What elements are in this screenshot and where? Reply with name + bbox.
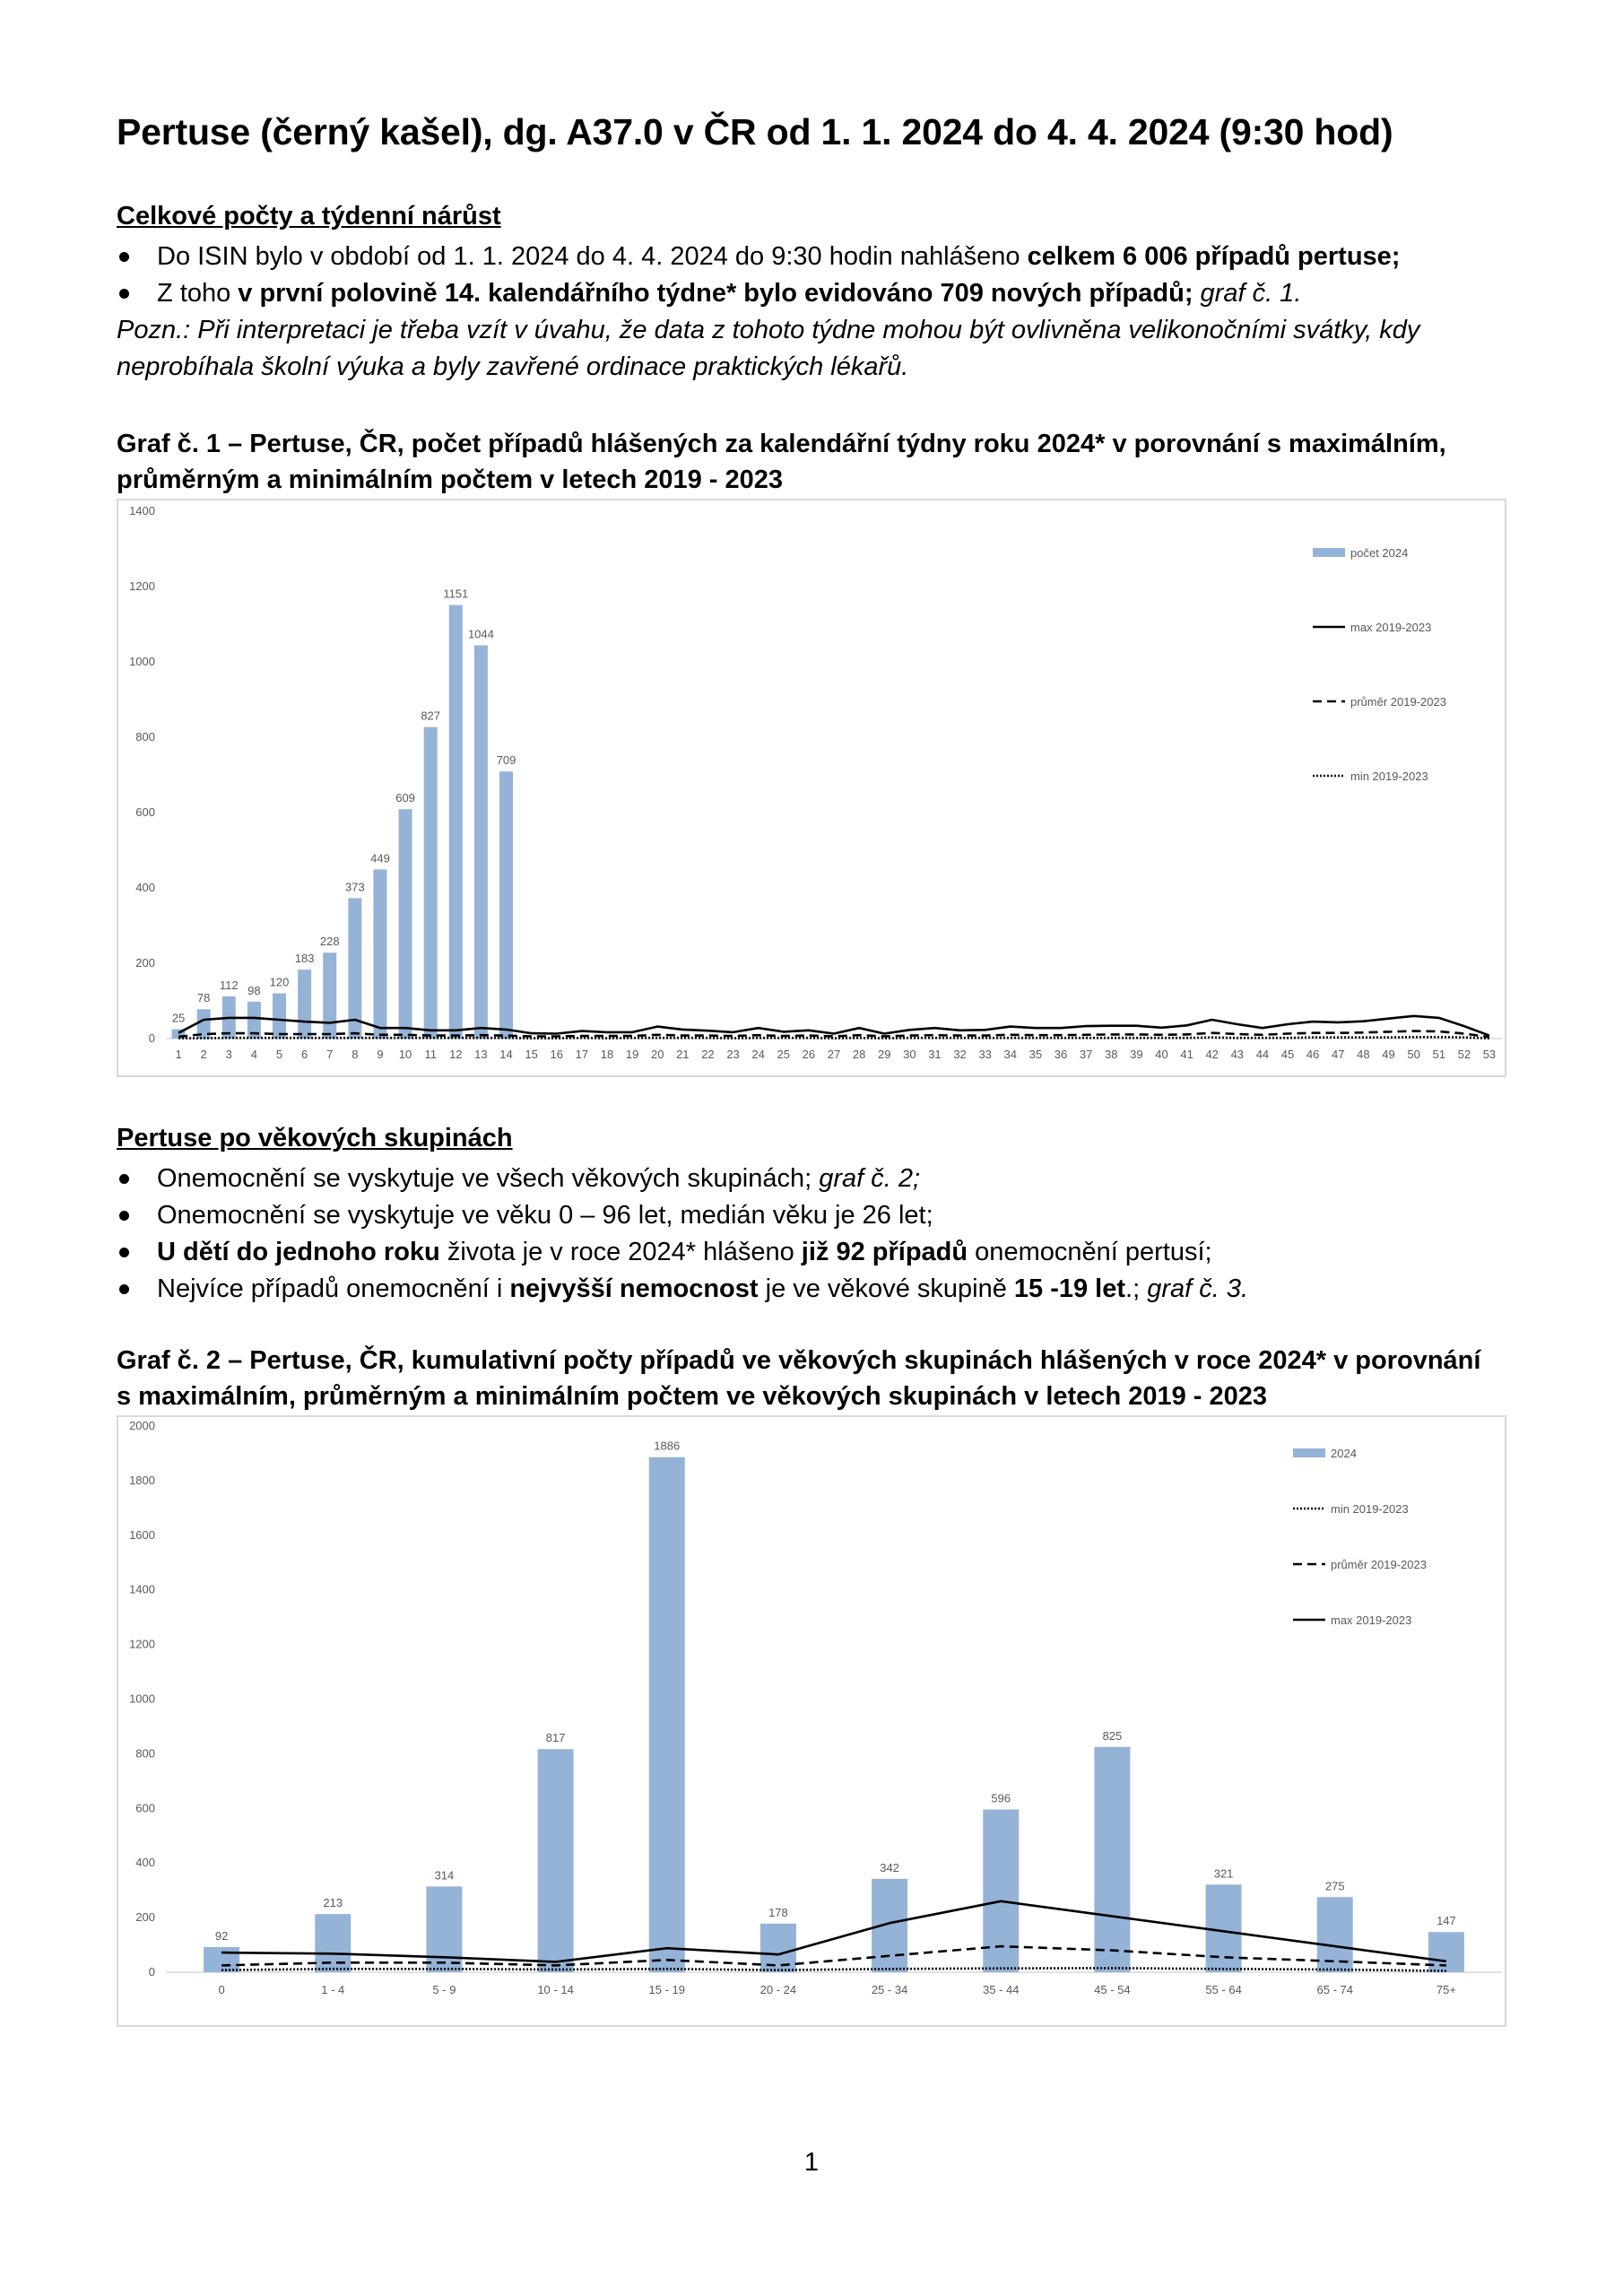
graph2-data-label: 321 (1213, 1866, 1234, 1881)
graph1-x-tick-label: 13 (474, 1048, 488, 1061)
graph2-line-series-2 (221, 1901, 1446, 1962)
graph1-data-label: 827 (421, 709, 441, 723)
graph1-x-tick-label: 37 (1079, 1048, 1093, 1061)
graph2-bar-75+ (1428, 1932, 1464, 1972)
graph1-data-label: 449 (370, 851, 390, 865)
graph1-x-tick-label: 42 (1205, 1048, 1219, 1061)
note-line-2: neprobíhala školní výuka a byly zavřené ordinace praktických lékařů. (117, 352, 909, 381)
graph1-x-tick-label: 2 (200, 1048, 207, 1061)
graph1-data-label: 1151 (443, 587, 469, 601)
graph1-x-tick-label: 3 (225, 1048, 232, 1061)
graph1-x-tick-label: 48 (1357, 1048, 1370, 1061)
section-heading-totals: Celkové počty a týdenní nárůst (117, 202, 501, 230)
graph1-x-tick-label: 50 (1407, 1048, 1420, 1061)
graph1-data-label: 25 (171, 1011, 186, 1025)
graph1-y-tick-label: 800 (135, 730, 155, 744)
graph1-bar-13 (474, 646, 488, 1039)
graph1-x-tick-label: 20 (650, 1048, 664, 1061)
graph1-data-label: 709 (496, 753, 516, 768)
graph1-x-tick-label: 43 (1230, 1048, 1245, 1061)
graph1-bar-12 (449, 605, 463, 1039)
graph1-x-tick-label: 9 (377, 1048, 384, 1061)
graph1-data-label: 373 (344, 880, 365, 894)
graph1-x-tick-label: 32 (953, 1048, 967, 1061)
graph2-x-tick-label: 5 - 9 (432, 1983, 456, 1996)
graph2-bar-1 - 4 (315, 1914, 351, 1972)
graph1-x-tick-label: 47 (1332, 1048, 1345, 1061)
graph1-data-label: 112 (219, 978, 239, 992)
graph1-x-tick-label: 29 (877, 1048, 891, 1061)
graph1-legend-label: průměr 2019-2023 (1350, 695, 1446, 709)
graph2-bar-20 - 24 (760, 1924, 796, 1972)
note-line-1: Pozn.: Při interpretaci je třeba vzít v úvahu, že data z tohoto týdne mohou být ovlivněna velikonočními svátky, kdy (117, 316, 1420, 344)
graph2-y-tick-label: 400 (135, 1856, 155, 1870)
graph2-bar-15 - 19 (649, 1457, 685, 1972)
graph1-x-tick-label: 44 (1255, 1048, 1270, 1061)
graph1-x-tick-label: 33 (978, 1048, 992, 1061)
graph1-x-tick-label: 11 (424, 1048, 437, 1061)
graph1-x-tick-label: 45 (1280, 1048, 1295, 1061)
graph1-y-tick-label: 400 (135, 881, 155, 894)
graph2-chart (117, 1415, 1506, 2027)
graph2-caption-line-1: Graf č. 2 – Pertuse, ČR, kumulativní počty případů ve věkových skupinách hlášených v roce 2024* v porovnání (117, 1346, 1481, 1375)
graph2-x-tick-label: 0 (218, 1983, 225, 1996)
graph1-data-label: 609 (395, 791, 415, 805)
page-number: 1 (803, 2148, 820, 2177)
graph1-x-tick-label: 31 (928, 1048, 942, 1061)
graph2-data-label: 1886 (654, 1439, 681, 1453)
graph1-x-tick-label: 1 (175, 1048, 182, 1061)
graph2-y-tick-label: 2000 (129, 1419, 155, 1432)
graph2-bar-10 - 14 (538, 1749, 574, 1972)
graph1-bar-6 (298, 970, 311, 1039)
graph1-bar-9 (373, 869, 386, 1039)
graph1-x-tick-label: 49 (1382, 1048, 1395, 1061)
graph1-data-label: 1044 (467, 627, 494, 641)
graph1-legend-swatch (1313, 548, 1345, 557)
page-title: Pertuse (černý kašel), dg. A37.0 v ČR od 1. 1. 2024 do 4. 4. 2024 (9:30 hod) (117, 111, 1393, 152)
graph1-y-tick-label: 0 (148, 1031, 155, 1045)
graph2-data-label: 596 (991, 1791, 1011, 1805)
graph1-x-tick-label: 26 (802, 1048, 816, 1061)
graph1-x-tick-label: 6 (301, 1048, 308, 1061)
graph1-bar-14 (499, 771, 513, 1039)
graph1-caption-line-1: Graf č. 1 – Pertuse, ČR, počet případů hlášených za kalendářní týdny roku 2024* v porovnání s maximálním, (117, 430, 1446, 458)
graph1-x-tick-label: 52 (1457, 1048, 1471, 1061)
graph2-data-label: 817 (545, 1731, 566, 1745)
graph2-bar-45 - 54 (1094, 1747, 1130, 1972)
bullet-infants: U dětí do jednoho roku života je v roce 2024* hlášeno již 92 případů onemocnění pertusí; (117, 1234, 1248, 1271)
graph2-y-tick-label: 200 (135, 1910, 155, 1925)
graph2-bar-0 (204, 1947, 239, 1972)
graph1-x-tick-label: 25 (777, 1048, 791, 1061)
graph2-data-label: 147 (1436, 1914, 1456, 1928)
bullet-age-range-median: Onemocnění se vyskytuje ve věku 0 – 96 let, medián věku je 26 let; (117, 1197, 1248, 1234)
graph1-x-tick-label: 16 (550, 1048, 563, 1061)
graph1-x-tick-label: 4 (250, 1048, 258, 1061)
graph2-x-tick-label: 10 - 14 (537, 1983, 574, 1996)
graph2-y-tick-label: 1400 (129, 1582, 155, 1596)
graph1-x-tick-label: 5 (275, 1048, 283, 1061)
graph1-x-tick-label: 34 (1003, 1048, 1018, 1061)
graph1-x-tick-label: 35 (1028, 1048, 1043, 1061)
graph2-x-tick-label: 65 - 74 (1316, 1983, 1353, 1996)
graph2-legend-label: 2024 (1331, 1447, 1357, 1460)
graph2-x-tick-label: 35 - 44 (983, 1983, 1020, 1996)
graph1-y-tick-label: 1200 (129, 579, 155, 593)
graph1-bar-8 (348, 898, 361, 1039)
graph2-x-tick-label: 15 - 19 (648, 1983, 685, 1996)
graph2-data-label: 92 (214, 1928, 229, 1943)
graph2-data-label: 314 (434, 1868, 455, 1883)
graph1-legend-label: max 2019-2023 (1350, 621, 1432, 634)
graph1-chart (117, 499, 1506, 1077)
bullet-weekly-new-cases: Z toho v první polovině 14. kalendářního týdne* bylo evidováno 709 nových případů; graf č. 1. (117, 275, 1400, 312)
graph1-caption-line-2: průměrným a minimálním počtem v letech 2019 - 2023 (117, 465, 784, 494)
graph2-x-tick-label: 55 - 64 (1205, 1983, 1242, 1996)
graph1-x-tick-label: 41 (1180, 1048, 1193, 1061)
bullet-all-age-groups: Onemocnění se vyskytuje ve všech věkových skupinách; graf č. 2; (117, 1161, 1248, 1197)
graph1-x-tick-label: 21 (676, 1048, 690, 1061)
graph2-svg (118, 1417, 1508, 2029)
graph1-x-tick-label: 46 (1306, 1048, 1320, 1061)
graph2-y-tick-label: 1800 (129, 1473, 155, 1487)
graph1-x-tick-label: 53 (1482, 1048, 1497, 1061)
graph2-data-label: 342 (880, 1860, 899, 1874)
graph1-x-tick-label: 19 (625, 1048, 639, 1061)
graph1-x-tick-label: 24 (751, 1048, 765, 1061)
graph2-legend-swatch (1293, 1448, 1325, 1457)
graph1-bar-5 (273, 994, 286, 1039)
graph1-legend-label: počet 2024 (1350, 546, 1409, 560)
graph1-x-tick-label: 12 (449, 1048, 463, 1061)
graph2-caption-line-2: s maximálním, průměrným a minimálním počtem ve věkových skupinách v letech 2019 - 2023 (117, 1382, 1268, 1411)
graph1-x-tick-label: 10 (398, 1048, 412, 1061)
graph1-x-tick-label: 7 (326, 1048, 334, 1061)
graph1-y-tick-label: 200 (135, 956, 155, 970)
graph2-legend-label: min 2019-2023 (1331, 1502, 1409, 1516)
graph2-x-tick-label: 25 - 34 (871, 1983, 908, 1996)
graph1-x-tick-label: 23 (726, 1048, 740, 1061)
graph2-x-tick-label: 75+ (1436, 1983, 1456, 1996)
graph1-y-tick-label: 1000 (129, 655, 155, 668)
graph1-x-tick-label: 30 (903, 1048, 916, 1061)
graph1-data-label: 78 (196, 991, 211, 1005)
graph2-data-label: 275 (1324, 1879, 1345, 1893)
graph2-y-tick-label: 1000 (129, 1692, 155, 1706)
graph1-x-tick-label: 17 (575, 1048, 589, 1061)
graph1-x-tick-label: 51 (1432, 1048, 1445, 1061)
graph1-x-tick-label: 22 (701, 1048, 715, 1061)
graph1-x-tick-label: 18 (600, 1048, 614, 1061)
graph2-x-tick-label: 20 - 24 (759, 1983, 797, 1996)
graph1-x-tick-label: 28 (852, 1048, 866, 1061)
graph1-bar-7 (323, 952, 336, 1039)
graph2-y-tick-label: 600 (135, 1801, 155, 1815)
graph1-y-tick-label: 600 (135, 805, 155, 819)
graph1-data-label: 183 (294, 952, 315, 966)
graph2-legend-label: max 2019-2023 (1331, 1613, 1412, 1627)
graph2-data-label: 213 (323, 1896, 343, 1910)
graph2-x-tick-label: 1 - 4 (321, 1983, 345, 1996)
bullet-highest-incidence: Nejvíce případů onemocnění i nejvyšší nemocnost je ve věkové skupině 15 -19 let.; graf č. 3. (117, 1271, 1248, 1308)
graph2-bar-5 - 9 (426, 1886, 462, 1972)
section-heading-age-groups: Pertuse po věkových skupinách (117, 1124, 513, 1152)
graph1-x-tick-label: 40 (1155, 1048, 1168, 1061)
bullet-total-cases: Do ISIN bylo v období od 1. 1. 2024 do 4. 4. 2024 do 9:30 hodin nahlášeno celkem 6 006 případů pertuse; (117, 239, 1400, 275)
graph2-y-tick-label: 0 (148, 1965, 155, 1979)
graph1-y-tick-label: 1400 (129, 504, 155, 517)
graph1-bar-11 (424, 727, 438, 1039)
graph1-x-tick-label: 39 (1130, 1048, 1143, 1061)
graph1-x-tick-label: 27 (827, 1048, 841, 1061)
graph1-data-label: 228 (319, 935, 340, 949)
graph1-x-tick-label: 36 (1054, 1048, 1068, 1061)
graph1-x-tick-label: 15 (525, 1048, 538, 1061)
graph1-data-label: 120 (269, 975, 290, 989)
graph2-y-tick-label: 800 (135, 1746, 155, 1761)
graph1-svg (118, 500, 1508, 1079)
graph1-bar-10 (399, 809, 412, 1039)
graph1-x-tick-label: 8 (352, 1048, 359, 1061)
graph2-legend-label: průměr 2019-2023 (1331, 1558, 1427, 1571)
graph2-line-series-0 (221, 1968, 1446, 1970)
totals-bullet-list (117, 239, 1400, 312)
graph2-data-label: 825 (1102, 1728, 1123, 1743)
graph2-y-tick-label: 1600 (129, 1527, 155, 1542)
age-bullet-list (117, 1161, 1248, 1308)
graph2-data-label: 178 (768, 1905, 788, 1919)
graph1-data-label: 98 (247, 983, 261, 997)
graph1-x-tick-label: 38 (1105, 1048, 1118, 1061)
graph2-x-tick-label: 45 - 54 (1094, 1983, 1131, 1996)
graph1-legend-label: min 2019-2023 (1350, 770, 1428, 783)
graph1-x-tick-label: 14 (499, 1048, 513, 1061)
graph2-y-tick-label: 1200 (129, 1637, 155, 1651)
